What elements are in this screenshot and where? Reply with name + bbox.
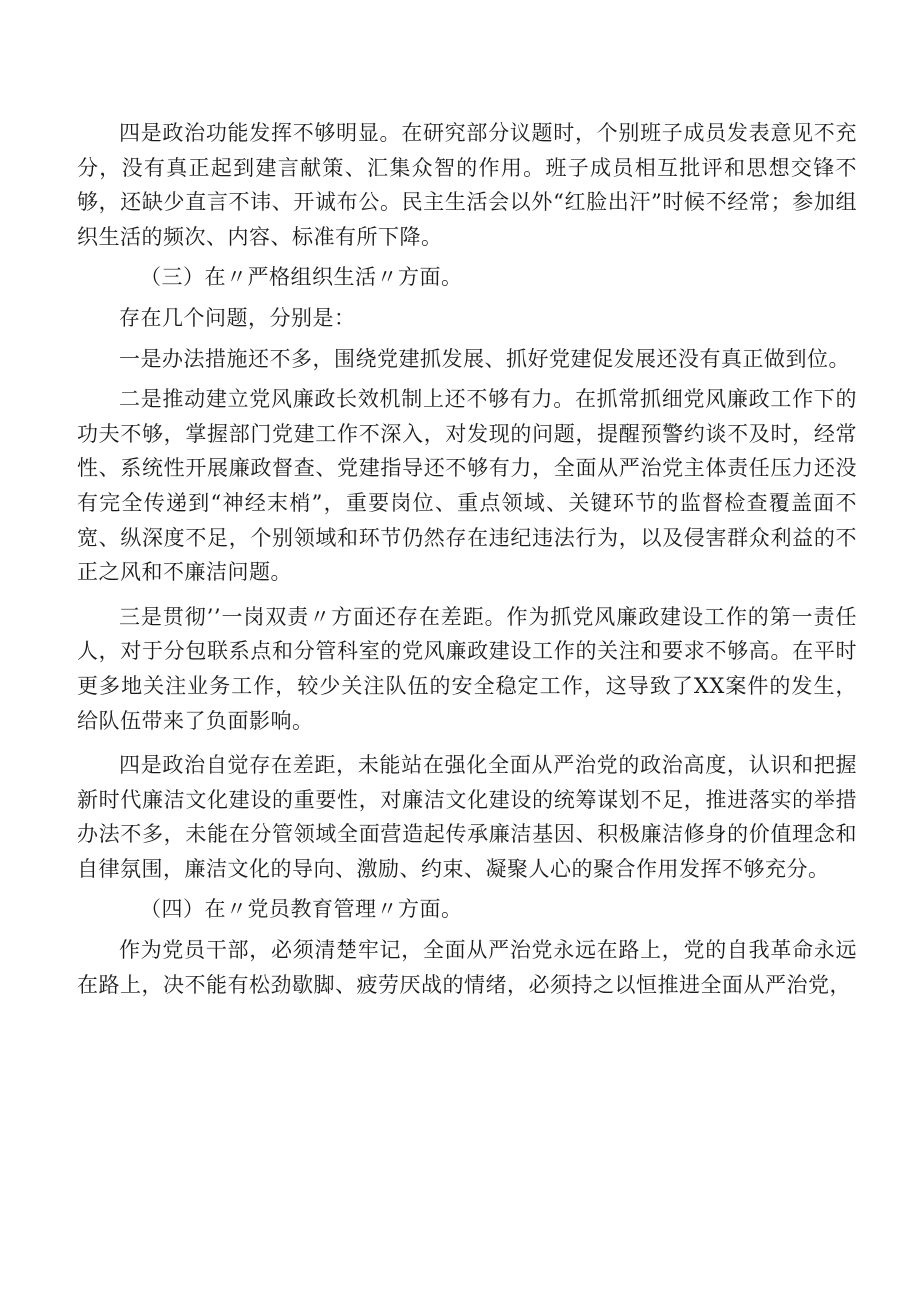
paragraph-political-function: 四是政治功能发挥不够明显。在研究部分议题时，个别班子成员发表意见不充分，没有真正起到建言献策、汇集众智的作用。班子成员相互批评和思想交锋不够，还缺少直言不讳、开诚布公。民主生活会以外“红脸出汗”时候不经常；参加组织生活的频次、内容、标准有所下降。	[77, 121, 857, 249]
section-heading-organization-life: （三）在〃严格组织生活〃方面。	[140, 265, 463, 290]
paragraph-problems-intro: 存在几个问题，分别是：	[119, 305, 356, 330]
paragraph-political-awareness: 四是政治自觉存在差距，未能站在强化全面从严治党的政治高度，认识和把握新时代廉洁文化建设的重要性，对廉洁文化建设的统筹谋划不足，推进落实的举措办法不多，未能在分管领域全面营造起传承廉洁基因、积极廉洁修身的价值理念和自律氛围，廉洁文化的导向、激励、约束、凝聚人心的聚合作用发挥不够充分。	[77, 753, 857, 881]
paragraph-party-cadre: 作为党员干部，必须清楚牢记，全面从严治党永远在路上，党的自我革命永远在路上，决不能有松劲歇脚、疲劳厌战的情绪，必须持之以恒推进全面从严治党，	[77, 938, 857, 997]
paragraph-measures: 一是办法措施还不多，围绕党建抓发展、抓好党建促发展还没有真正做到位。	[119, 346, 850, 371]
section-heading-party-member-education: （四）在〃党员教育管理〃方面。	[140, 897, 463, 922]
document-body	[77, 116, 857, 1002]
paragraph-dual-responsibility: 三是贯彻’’一岗双责〃方面还存在差距。作为抓党风廉政建设工作的第一责任人，对于分包联系点和分管科室的党风廉政建设工作的关注和要求不够高。在平时更多地关注业务工作，较少关注队伍的安全稳定工作，这导致了XX案件的发生，给队伍带来了负面影响。	[77, 604, 857, 733]
paragraph-mechanism: 二是推动建立党风廉政长效机制上还不够有力。在抓常抓细党风廉政工作下的功夫不够，掌握部门党建工作不深入，对发现的问题，提醒预警约谈不及时，经常性、系统性开展廉政督查、党建指导还不够有力，全面从严治党主体责任压力还没有完全传递到“神经末梢”，重要岗位、重点领域、关键环节的监督检查覆盖面不宽、纵深度不足，个别领域和环节仍然存在违纪违法行为，以及侵害群众利益的不正之风和不廉洁问题。	[77, 387, 857, 585]
